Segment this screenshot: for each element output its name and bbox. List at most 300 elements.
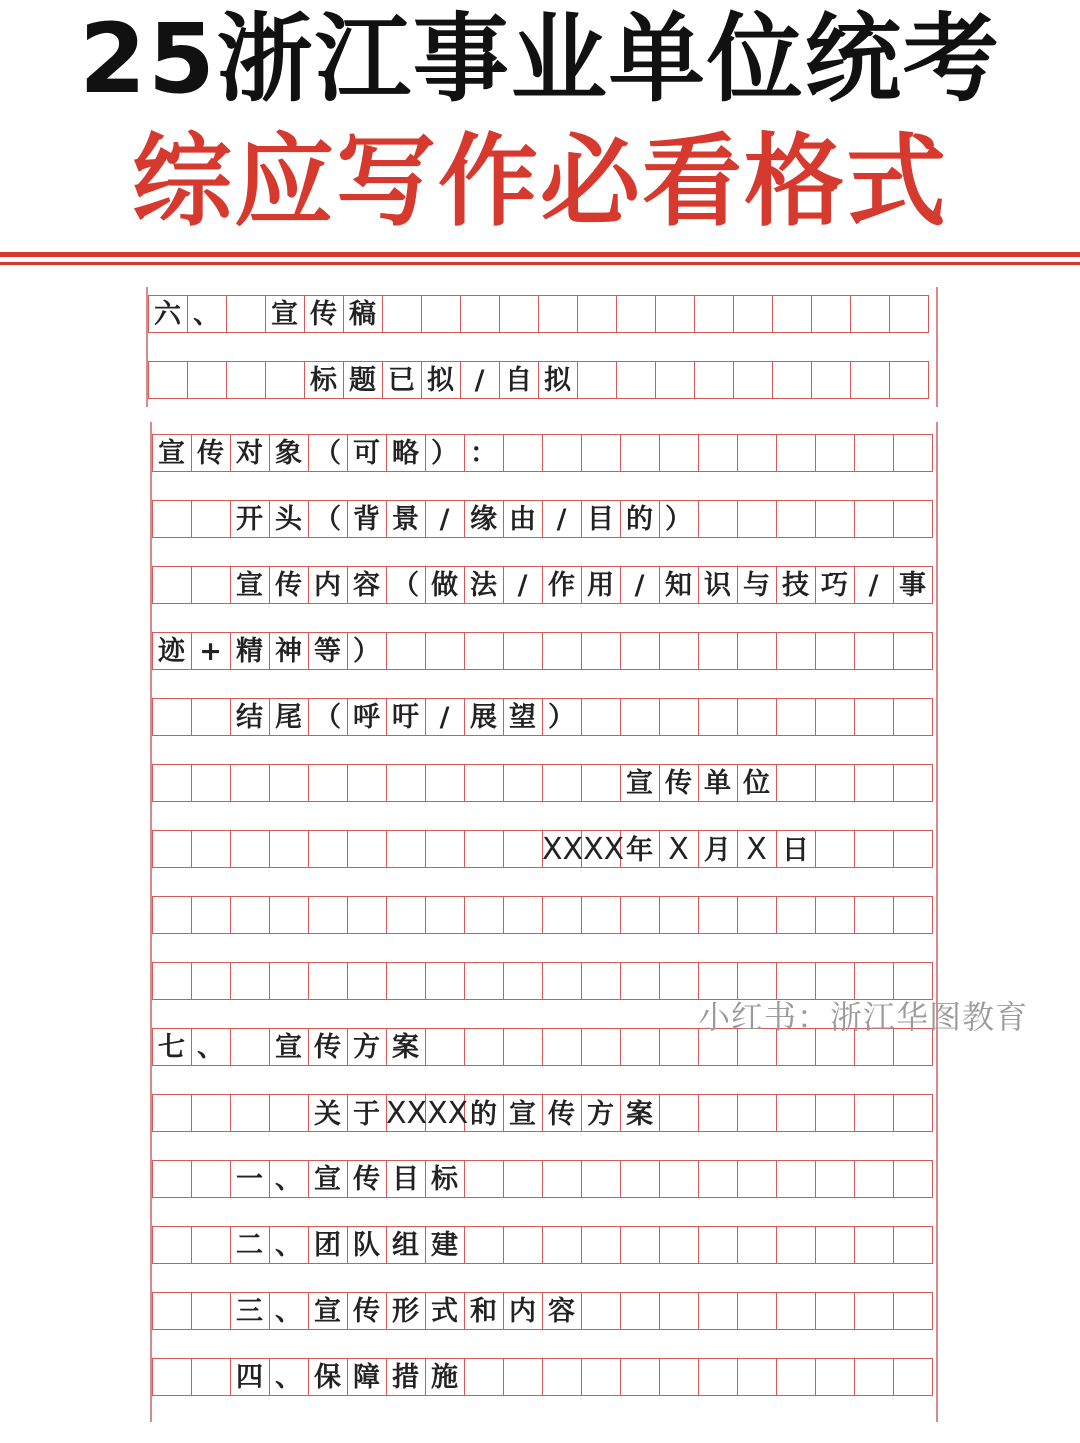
grid-cell bbox=[308, 764, 348, 802]
grid-cell bbox=[893, 632, 933, 670]
grid-cell bbox=[737, 1226, 777, 1264]
watermark: 小红书：浙江华图教育 bbox=[698, 998, 1029, 1036]
grid-char: 拟 bbox=[544, 365, 571, 396]
grid-char: XXXX bbox=[386, 1096, 469, 1131]
grid-char: 宣 bbox=[275, 1032, 302, 1063]
grid-row bbox=[152, 632, 936, 672]
grid-cell bbox=[577, 361, 617, 399]
grid-cell bbox=[694, 295, 734, 333]
grid-cell bbox=[542, 1028, 582, 1066]
grid-cell bbox=[776, 1094, 816, 1132]
row-text bbox=[620, 764, 776, 804]
grid-cell bbox=[152, 896, 192, 934]
grid-cell bbox=[854, 632, 894, 670]
grid-cell bbox=[854, 830, 894, 868]
grid-cell bbox=[733, 295, 773, 333]
grid-cell bbox=[503, 764, 543, 802]
grid-cell bbox=[655, 361, 695, 399]
grid-cell bbox=[776, 632, 816, 670]
grid-cell bbox=[854, 698, 894, 736]
grid-cell bbox=[698, 1292, 738, 1330]
grid-cell bbox=[893, 1226, 933, 1264]
grid-cell bbox=[854, 500, 894, 538]
grid-cell bbox=[226, 361, 266, 399]
grid-char: 内 bbox=[509, 1296, 536, 1327]
grid-cell bbox=[464, 632, 504, 670]
grid-cell bbox=[772, 361, 812, 399]
grid-cell bbox=[850, 295, 890, 333]
grid-char: 结 bbox=[236, 702, 263, 733]
grid-cell bbox=[191, 1226, 231, 1264]
grid-cell bbox=[347, 830, 387, 868]
grid-char: 拟 bbox=[427, 365, 454, 396]
row-text bbox=[152, 434, 503, 474]
grid-row bbox=[148, 361, 936, 401]
grid-cell bbox=[893, 500, 933, 538]
grid-char: 传 bbox=[353, 1164, 380, 1195]
grid-cell bbox=[386, 962, 426, 1000]
grid-cell bbox=[893, 698, 933, 736]
grid-char: 稿 bbox=[349, 299, 376, 330]
grid-cell bbox=[581, 896, 621, 934]
grid-char: 措 bbox=[392, 1362, 419, 1393]
grid-char: 月 bbox=[704, 835, 731, 866]
grid-cell bbox=[776, 500, 816, 538]
grid-cell bbox=[893, 896, 933, 934]
grid-char: 传 bbox=[548, 1099, 575, 1130]
grid-cell bbox=[464, 1226, 504, 1264]
grid-cell bbox=[581, 1292, 621, 1330]
grid-cell bbox=[659, 962, 699, 1000]
grid-cell bbox=[854, 1094, 894, 1132]
title-line-1: 25浙江事业单位统考 bbox=[79, 3, 1001, 115]
grid-char: 背 bbox=[353, 504, 380, 535]
grid-cell bbox=[460, 295, 500, 333]
essay-grid-sheet-2 bbox=[150, 422, 938, 1422]
grid-cell bbox=[191, 962, 231, 1000]
grid-cell bbox=[152, 1160, 192, 1198]
grid-char: 标 bbox=[310, 365, 337, 396]
grid-cell bbox=[815, 698, 855, 736]
row-text bbox=[230, 500, 698, 540]
grid-cell bbox=[737, 1160, 777, 1198]
grid-cell bbox=[737, 1094, 777, 1132]
grid-cell bbox=[698, 500, 738, 538]
grid-char: 宣 bbox=[314, 1164, 341, 1195]
grid-cell bbox=[503, 1358, 543, 1396]
grid-cell bbox=[620, 1226, 660, 1264]
grid-char: 法 bbox=[470, 570, 497, 601]
grid-char: 目 bbox=[587, 504, 614, 535]
grid-cell bbox=[503, 962, 543, 1000]
grid-cell bbox=[464, 962, 504, 1000]
grid-cell bbox=[893, 1358, 933, 1396]
grid-char: / bbox=[439, 702, 450, 733]
grid-cell bbox=[698, 1358, 738, 1396]
grid-cell bbox=[811, 361, 851, 399]
grid-char: ） bbox=[665, 504, 692, 535]
grid-cell bbox=[542, 434, 582, 472]
grid-char: 头 bbox=[275, 504, 302, 535]
grid-cell bbox=[620, 698, 660, 736]
grid-char: 宣 bbox=[626, 768, 653, 799]
grid-char: 、 bbox=[275, 1230, 302, 1261]
grid-cell bbox=[776, 1226, 816, 1264]
grid-cell bbox=[659, 1028, 699, 1066]
grid-char: 传 bbox=[314, 1032, 341, 1063]
row-text bbox=[308, 1094, 659, 1134]
grid-cell bbox=[230, 962, 270, 1000]
grid-cell bbox=[776, 896, 816, 934]
row-text bbox=[230, 1160, 464, 1200]
grid-cell bbox=[308, 962, 348, 1000]
grid-char: 技 bbox=[782, 570, 809, 601]
grid-row bbox=[152, 1292, 936, 1332]
grid-char: 宣 bbox=[236, 570, 263, 601]
grid-cell bbox=[503, 1226, 543, 1264]
grid-char: 呼 bbox=[353, 702, 380, 733]
grid-cell bbox=[620, 632, 660, 670]
grid-char: （ bbox=[392, 570, 419, 601]
grid-cell bbox=[152, 764, 192, 802]
grid-cell bbox=[655, 295, 695, 333]
grid-cell bbox=[538, 295, 578, 333]
grid-cell bbox=[815, 1160, 855, 1198]
grid-char: 传 bbox=[197, 438, 224, 469]
grid-char: 精 bbox=[236, 636, 263, 667]
grid-char: 宣 bbox=[509, 1099, 536, 1130]
grid-cell bbox=[616, 361, 656, 399]
grid-char: （ bbox=[314, 504, 341, 535]
grid-cell bbox=[386, 896, 426, 934]
grid-char: 容 bbox=[353, 570, 380, 601]
grid-char: 标 bbox=[431, 1164, 458, 1195]
grid-cell bbox=[893, 764, 933, 802]
grid-char: 的 bbox=[470, 1099, 497, 1130]
grid-cell bbox=[386, 632, 426, 670]
grid-char: 位 bbox=[743, 768, 770, 799]
grid-cell bbox=[694, 361, 734, 399]
grid-cell bbox=[581, 1226, 621, 1264]
grid-cell bbox=[464, 1358, 504, 1396]
grid-char: 迹 bbox=[158, 636, 185, 667]
grid-cell bbox=[191, 566, 231, 604]
grid-char: 可 bbox=[353, 438, 380, 469]
grid-cell bbox=[464, 764, 504, 802]
grid-char: 七 bbox=[158, 1032, 185, 1063]
grid-cell bbox=[347, 896, 387, 934]
grid-char: 题 bbox=[349, 365, 376, 396]
grid-char: 传 bbox=[665, 768, 692, 799]
grid-char: 容 bbox=[548, 1296, 575, 1327]
grid-char: 做 bbox=[431, 570, 458, 601]
grid-cell bbox=[152, 830, 192, 868]
grid-char: （ bbox=[314, 438, 341, 469]
grid-cell bbox=[542, 764, 582, 802]
grid-cell bbox=[152, 1358, 192, 1396]
grid-cell bbox=[616, 295, 656, 333]
grid-cell bbox=[698, 896, 738, 934]
grid-char: 知 bbox=[665, 570, 692, 601]
grid-cell bbox=[698, 434, 738, 472]
grid-cell bbox=[464, 896, 504, 934]
grid-cell bbox=[893, 830, 933, 868]
grid-cell bbox=[347, 962, 387, 1000]
grid-cell bbox=[347, 764, 387, 802]
grid-cell bbox=[230, 830, 270, 868]
grid-char: 组 bbox=[392, 1230, 419, 1261]
row-text bbox=[230, 698, 581, 738]
grid-cell bbox=[737, 1358, 777, 1396]
grid-cell bbox=[308, 896, 348, 934]
grid-char: ： bbox=[470, 438, 497, 469]
row-text bbox=[230, 1358, 464, 1398]
grid-char: 六 bbox=[154, 299, 181, 330]
grid-row bbox=[148, 295, 936, 335]
grid-cell bbox=[464, 1160, 504, 1198]
grid-cell bbox=[737, 500, 777, 538]
grid-char: 自 bbox=[505, 365, 532, 396]
grid-char: 略 bbox=[392, 438, 419, 469]
title-line-2: 综应写作必看格式 bbox=[132, 123, 948, 240]
grid-char: 团 bbox=[314, 1230, 341, 1261]
grid-char: 案 bbox=[626, 1099, 653, 1130]
grid-cell bbox=[503, 1028, 543, 1066]
grid-row bbox=[152, 764, 936, 804]
grid-cell bbox=[698, 1226, 738, 1264]
row-text bbox=[230, 1226, 464, 1266]
grid-cell bbox=[776, 434, 816, 472]
grid-char: 案 bbox=[392, 1032, 419, 1063]
grid-char: 传 bbox=[353, 1296, 380, 1327]
grid-char: 方 bbox=[353, 1032, 380, 1063]
grid-cell bbox=[854, 764, 894, 802]
grid-cell bbox=[815, 830, 855, 868]
grid-cell bbox=[620, 896, 660, 934]
grid-char: X bbox=[668, 832, 689, 867]
grid-char: 和 bbox=[470, 1296, 497, 1327]
grid-cell bbox=[659, 1226, 699, 1264]
grid-cell bbox=[269, 896, 309, 934]
grid-cell bbox=[698, 1094, 738, 1132]
grid-row bbox=[152, 1226, 936, 1266]
grid-cell bbox=[854, 1226, 894, 1264]
grid-char: 作 bbox=[548, 570, 575, 601]
grid-cell bbox=[503, 830, 543, 868]
row-text bbox=[152, 1028, 425, 1068]
grid-char: 单 bbox=[704, 768, 731, 799]
grid-char: 传 bbox=[275, 570, 302, 601]
grid-cell bbox=[659, 632, 699, 670]
grid-char: 障 bbox=[353, 1362, 380, 1393]
grid-cell bbox=[737, 698, 777, 736]
grid-cell bbox=[776, 764, 816, 802]
grid-cell bbox=[620, 434, 660, 472]
grid-char: 景 bbox=[392, 504, 419, 535]
grid-cell bbox=[815, 1226, 855, 1264]
grid-char: 施 bbox=[431, 1362, 458, 1393]
grid-char: 年 bbox=[626, 835, 653, 866]
grid-cell bbox=[425, 962, 465, 1000]
grid-char: 于 bbox=[353, 1099, 380, 1130]
grid-char: / bbox=[556, 504, 567, 535]
grid-cell bbox=[425, 896, 465, 934]
grid-cell bbox=[542, 962, 582, 1000]
grid-cell bbox=[659, 1358, 699, 1396]
grid-cell bbox=[386, 830, 426, 868]
grid-cell bbox=[815, 434, 855, 472]
grid-cell bbox=[620, 1292, 660, 1330]
grid-cell bbox=[542, 1226, 582, 1264]
grid-cell bbox=[698, 1160, 738, 1198]
grid-cell bbox=[659, 1160, 699, 1198]
grid-cell bbox=[815, 896, 855, 934]
grid-cell bbox=[269, 830, 309, 868]
grid-cell bbox=[464, 830, 504, 868]
title-divider-thin bbox=[0, 262, 1080, 265]
grid-char: + bbox=[199, 636, 222, 667]
grid-cell bbox=[854, 896, 894, 934]
grid-cell bbox=[152, 500, 192, 538]
grid-char: 对 bbox=[236, 438, 263, 469]
grid-cell bbox=[620, 962, 660, 1000]
grid-char: 用 bbox=[587, 570, 614, 601]
grid-char: 方 bbox=[587, 1099, 614, 1130]
grid-char: 吁 bbox=[392, 702, 419, 733]
grid-cell bbox=[659, 1094, 699, 1132]
grid-cell bbox=[542, 896, 582, 934]
row-text bbox=[542, 830, 815, 870]
grid-row bbox=[152, 1358, 936, 1398]
grid-char: 式 bbox=[431, 1296, 458, 1327]
grid-cell bbox=[815, 500, 855, 538]
grid-char: 望 bbox=[509, 702, 536, 733]
grid-char: 关 bbox=[314, 1099, 341, 1130]
grid-cell bbox=[854, 1358, 894, 1396]
grid-row bbox=[152, 434, 936, 474]
grid-char: X bbox=[746, 832, 767, 867]
grid-cell bbox=[733, 361, 773, 399]
row-text bbox=[230, 566, 932, 606]
grid-cell bbox=[659, 896, 699, 934]
grid-char: / bbox=[439, 504, 450, 535]
grid-cell bbox=[230, 896, 270, 934]
date-year-placeholder: XXXX bbox=[542, 832, 625, 867]
grid-cell bbox=[854, 1160, 894, 1198]
grid-cell bbox=[421, 295, 461, 333]
grid-cell bbox=[581, 1028, 621, 1066]
grid-cell bbox=[308, 830, 348, 868]
grid-cell bbox=[889, 295, 929, 333]
grid-cell bbox=[191, 1358, 231, 1396]
title-divider-thick bbox=[0, 252, 1080, 257]
grid-cell bbox=[152, 962, 192, 1000]
grid-cell bbox=[503, 1160, 543, 1198]
grid-char: ） bbox=[353, 636, 380, 667]
grid-cell bbox=[191, 896, 231, 934]
grid-cell bbox=[269, 1094, 309, 1132]
grid-cell bbox=[542, 1358, 582, 1396]
grid-cell bbox=[893, 1160, 933, 1198]
row-text bbox=[230, 1292, 581, 1332]
grid-cell bbox=[503, 896, 543, 934]
grid-char: 展 bbox=[470, 702, 497, 733]
grid-cell bbox=[503, 632, 543, 670]
grid-cell bbox=[187, 361, 227, 399]
grid-char: 日 bbox=[782, 835, 809, 866]
grid-char: 由 bbox=[509, 504, 536, 535]
grid-cell bbox=[850, 361, 890, 399]
essay-grid-sheet-1 bbox=[146, 287, 938, 407]
grid-char: 三 bbox=[236, 1296, 263, 1327]
grid-char: 、 bbox=[275, 1296, 302, 1327]
grid-cell bbox=[191, 1292, 231, 1330]
grid-cell bbox=[191, 1094, 231, 1132]
grid-row bbox=[152, 566, 936, 606]
row-text bbox=[148, 295, 382, 335]
grid-cell bbox=[425, 632, 465, 670]
grid-cell bbox=[776, 1160, 816, 1198]
grid-char: 、 bbox=[193, 299, 220, 330]
grid-cell bbox=[581, 434, 621, 472]
grid-cell bbox=[503, 434, 543, 472]
grid-char: / bbox=[474, 365, 485, 396]
grid-cell bbox=[191, 698, 231, 736]
grid-row bbox=[152, 1160, 936, 1200]
grid-char: 目 bbox=[392, 1164, 419, 1195]
grid-char: 宣 bbox=[158, 438, 185, 469]
grid-char: 象 bbox=[275, 438, 302, 469]
grid-char: 神 bbox=[275, 636, 302, 667]
grid-cell bbox=[698, 632, 738, 670]
row-text bbox=[152, 632, 386, 672]
grid-char: 宣 bbox=[314, 1296, 341, 1327]
grid-char: 开 bbox=[236, 504, 263, 535]
grid-cell bbox=[269, 764, 309, 802]
grid-cell bbox=[893, 1094, 933, 1132]
grid-char: / bbox=[634, 570, 645, 601]
grid-char: 事 bbox=[899, 570, 926, 601]
grid-cell bbox=[382, 295, 422, 333]
grid-cell bbox=[772, 295, 812, 333]
grid-char: 与 bbox=[743, 570, 770, 601]
grid-char: 二 bbox=[236, 1230, 263, 1261]
grid-char: 、 bbox=[275, 1164, 302, 1195]
row-text bbox=[304, 361, 577, 401]
grid-cell bbox=[464, 1028, 504, 1066]
grid-cell bbox=[815, 1358, 855, 1396]
grid-char: 内 bbox=[314, 570, 341, 601]
grid-char: 、 bbox=[197, 1032, 224, 1063]
grid-cell bbox=[230, 1094, 270, 1132]
grid-cell bbox=[620, 1028, 660, 1066]
grid-row bbox=[152, 896, 936, 936]
grid-cell bbox=[776, 1358, 816, 1396]
grid-cell bbox=[152, 566, 192, 604]
grid-cell bbox=[737, 632, 777, 670]
grid-cell bbox=[265, 361, 305, 399]
grid-cell bbox=[542, 1160, 582, 1198]
grid-cell bbox=[893, 434, 933, 472]
grid-cell bbox=[499, 295, 539, 333]
grid-cell bbox=[737, 896, 777, 934]
grid-char: 建 bbox=[431, 1230, 458, 1261]
grid-cell bbox=[737, 434, 777, 472]
grid-cell bbox=[581, 764, 621, 802]
grid-cell bbox=[191, 764, 231, 802]
grid-cell bbox=[577, 295, 617, 333]
grid-cell bbox=[542, 632, 582, 670]
